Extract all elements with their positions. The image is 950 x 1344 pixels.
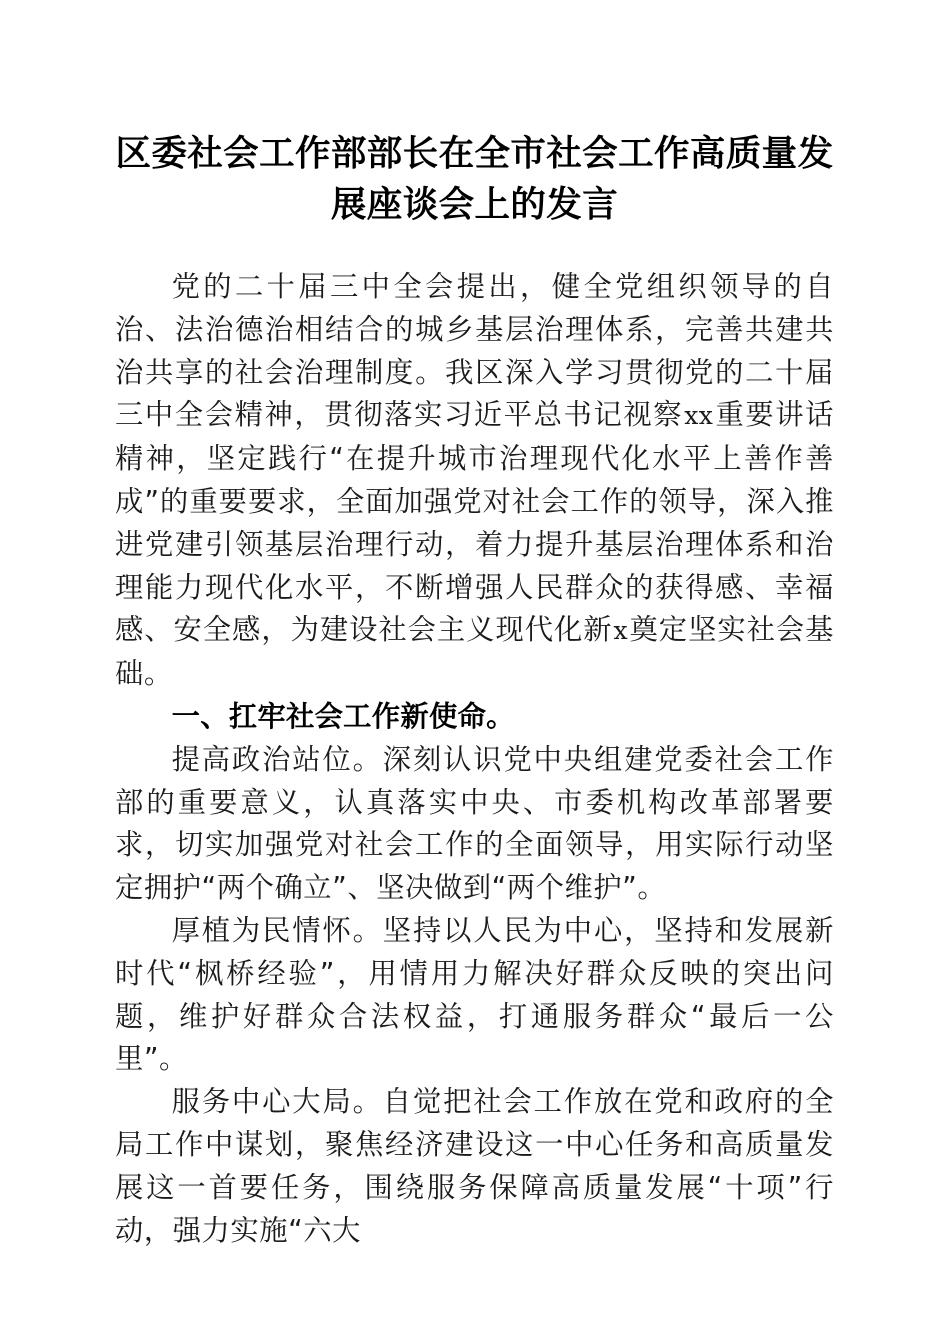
document-body xyxy=(115,266,834,1252)
document-content-column xyxy=(115,0,834,1252)
paragraph-political-stance: 提高政治站位。深刻认识党中央组建党委社会工作部的重要意义，认真落实中央、市委机构改革部署要求，切实加强党对社会工作的全面领导，用实际行动坚定拥护“两个确立”、坚决做到“两个维护”。 xyxy=(115,742,834,905)
redacted-placeholder: x xyxy=(613,616,629,646)
paragraph-opening: 党的二十届三中全会提出，健全党组织领导的自治、法治德治相结合的城乡基层治理体系，完善共建共治共享的社会治理制度。我区深入学习贯彻党的二十届三中全会精神，贯彻落实习近平总书记视察xx重要讲话精神，坚定践行“在提升城市治理现代化水平上善作善成”的重要要求，全面加强党对社会工作的领导，深入推进党建引领基层治理行动，着力提升基层治理体系和治理能力现代化水平，不断增强人民群众的获得感、幸福感、安全感，为建设社会主义现代化新x奠定坚实社会基础。 xyxy=(115,270,835,691)
paragraph-people-first: 厚植为民情怀。坚持以人民为中心，坚持和发展新时代“枫桥经验”，用情用力解决好群众反映的突出问题，维护好群众合法权益，打通服务群众“最后一公里”。 xyxy=(115,913,834,1076)
paragraph-serve-center: 服务中心大局。自觉把社会工作放在党和政府的全局工作中谋划，聚焦经济建设这一中心任务和高质量发展这一首要任务，围绕服务保障高质量发展“十项”行动，强力实施“六大 xyxy=(115,1085,834,1247)
redacted-placeholder: xx xyxy=(684,401,714,431)
page-title: 区委社会工作部部长在全市社会工作高质量发展座谈会上的发言 xyxy=(115,133,834,225)
heading-section-one: 一、扛牢社会工作新使命。 xyxy=(171,699,515,733)
